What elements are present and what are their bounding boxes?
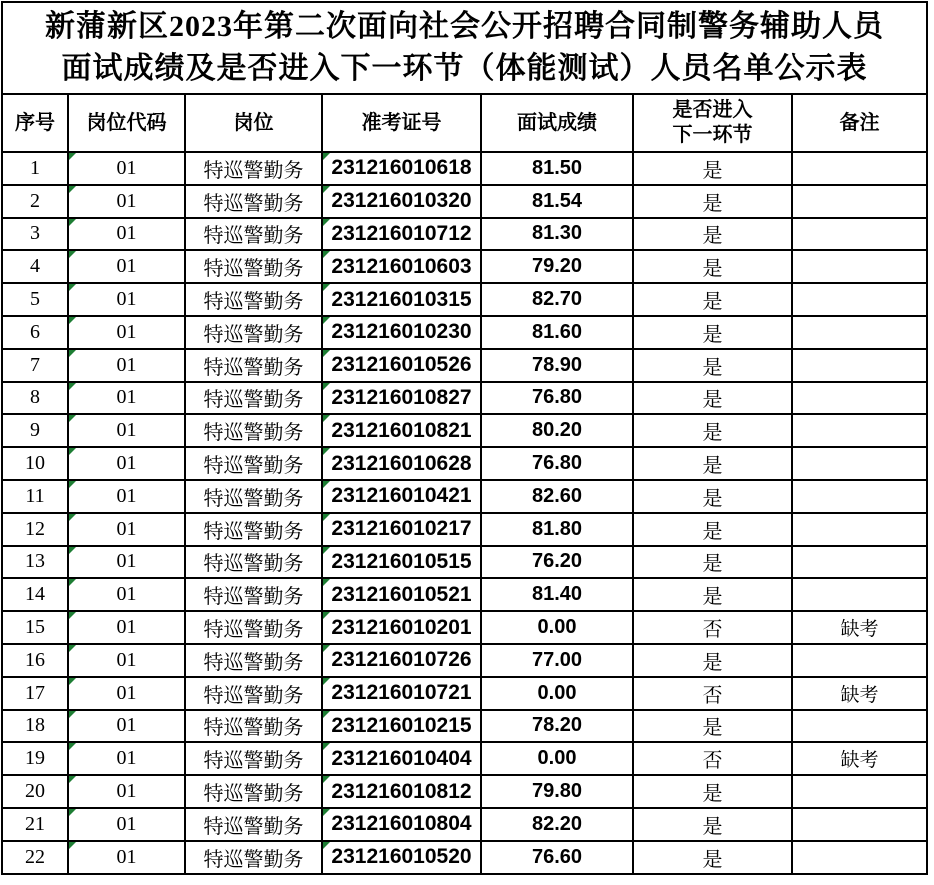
cell-remark bbox=[792, 349, 927, 382]
cell-exam-id bbox=[322, 316, 481, 349]
stored-as-text-flag-icon bbox=[323, 219, 330, 226]
cell-remark bbox=[792, 644, 927, 677]
stored-as-text-flag-icon bbox=[323, 743, 330, 750]
cell-advance: 是 bbox=[633, 414, 792, 447]
cell-exam-id bbox=[322, 841, 481, 874]
cell-advance: 是 bbox=[633, 316, 792, 349]
cell-remark bbox=[792, 513, 927, 546]
cell-remark: 缺考 bbox=[792, 742, 927, 775]
cell-position-code bbox=[68, 611, 185, 644]
cell-position-code bbox=[68, 250, 185, 283]
title-row bbox=[2, 2, 927, 94]
cell-position-code-value: 01 bbox=[116, 222, 137, 245]
results-table-body bbox=[2, 2, 927, 874]
cell-exam-id bbox=[322, 447, 481, 480]
cell-advance: 是 bbox=[633, 218, 792, 251]
cell-serial: 16 bbox=[2, 644, 68, 677]
stored-as-text-flag-icon bbox=[69, 743, 76, 750]
cell-advance: 否 bbox=[633, 611, 792, 644]
table-row bbox=[2, 480, 927, 513]
cell-score: 78.90 bbox=[481, 349, 633, 382]
table-row bbox=[2, 775, 927, 808]
cell-advance: 是 bbox=[633, 775, 792, 808]
stored-as-text-flag-icon bbox=[323, 383, 330, 390]
stored-as-text-flag-icon bbox=[323, 776, 330, 783]
cell-position-code bbox=[68, 447, 185, 480]
table-row bbox=[2, 808, 927, 841]
stored-as-text-flag-icon bbox=[69, 776, 76, 783]
table-row bbox=[2, 841, 927, 874]
cell-remark: 缺考 bbox=[792, 611, 927, 644]
stored-as-text-flag-icon bbox=[323, 579, 330, 586]
cell-exam-id bbox=[322, 185, 481, 218]
cell-exam-id-value: 231216010201 bbox=[331, 615, 472, 639]
cell-score: 0.00 bbox=[481, 742, 633, 775]
stored-as-text-flag-icon bbox=[323, 186, 330, 193]
cell-position-code bbox=[68, 349, 185, 382]
cell-exam-id bbox=[322, 742, 481, 775]
cell-position: 特巡警勤务 bbox=[185, 546, 322, 579]
cell-position: 特巡警勤务 bbox=[185, 578, 322, 611]
cell-score: 81.40 bbox=[481, 578, 633, 611]
cell-exam-id-value: 231216010618 bbox=[331, 156, 472, 180]
table-row bbox=[2, 447, 927, 480]
cell-position-code-value: 01 bbox=[116, 353, 137, 376]
cell-remark bbox=[792, 152, 927, 185]
cell-position-code bbox=[68, 742, 185, 775]
table-row bbox=[2, 218, 927, 251]
cell-position: 特巡警勤务 bbox=[185, 152, 322, 185]
cell-position: 特巡警勤务 bbox=[185, 513, 322, 546]
cell-score: 82.20 bbox=[481, 808, 633, 841]
cell-position-code-value: 01 bbox=[116, 780, 137, 803]
cell-advance: 是 bbox=[633, 480, 792, 513]
cell-exam-id bbox=[322, 644, 481, 677]
col-header-advance-line2: 下一环节 bbox=[672, 124, 753, 146]
cell-exam-id bbox=[322, 283, 481, 316]
cell-position-code bbox=[68, 677, 185, 710]
cell-position-code bbox=[68, 152, 185, 185]
cell-position: 特巡警勤务 bbox=[185, 808, 322, 841]
cell-score: 76.60 bbox=[481, 841, 633, 874]
cell-serial: 2 bbox=[2, 185, 68, 218]
cell-position-code bbox=[68, 414, 185, 447]
stored-as-text-flag-icon bbox=[323, 645, 330, 652]
cell-exam-id-value: 231216010217 bbox=[331, 517, 472, 541]
cell-position-code bbox=[68, 710, 185, 743]
cell-exam-id-value: 231216010320 bbox=[331, 189, 472, 213]
cell-exam-id bbox=[322, 349, 481, 382]
cell-advance: 是 bbox=[633, 447, 792, 480]
cell-position-code bbox=[68, 283, 185, 316]
cell-position-code-value: 01 bbox=[116, 714, 137, 737]
cell-remark bbox=[792, 808, 927, 841]
cell-exam-id bbox=[322, 546, 481, 579]
cell-advance: 是 bbox=[633, 644, 792, 677]
cell-exam-id-value: 231216010521 bbox=[331, 582, 472, 606]
cell-serial: 22 bbox=[2, 841, 68, 874]
cell-advance: 是 bbox=[633, 283, 792, 316]
table-row bbox=[2, 316, 927, 349]
cell-position: 特巡警勤务 bbox=[185, 414, 322, 447]
stored-as-text-flag-icon bbox=[69, 612, 76, 619]
table-row bbox=[2, 283, 927, 316]
cell-exam-id bbox=[322, 578, 481, 611]
cell-position-code bbox=[68, 644, 185, 677]
cell-position-code bbox=[68, 546, 185, 579]
cell-position-code-value: 01 bbox=[116, 681, 137, 704]
stored-as-text-flag-icon bbox=[69, 514, 76, 521]
cell-serial: 4 bbox=[2, 250, 68, 283]
cell-advance: 否 bbox=[633, 742, 792, 775]
stored-as-text-flag-icon bbox=[69, 317, 76, 324]
cell-exam-id bbox=[322, 414, 481, 447]
col-header-position: 岗位 bbox=[185, 94, 322, 152]
table-row bbox=[2, 513, 927, 546]
cell-position-code-value: 01 bbox=[116, 386, 137, 409]
cell-score: 76.80 bbox=[481, 382, 633, 415]
table-row bbox=[2, 349, 927, 382]
cell-score: 76.80 bbox=[481, 447, 633, 480]
col-header-remark: 备注 bbox=[792, 94, 927, 152]
stored-as-text-flag-icon bbox=[323, 678, 330, 685]
cell-score: 82.70 bbox=[481, 283, 633, 316]
cell-exam-id-value: 231216010230 bbox=[331, 320, 472, 344]
cell-score: 81.60 bbox=[481, 316, 633, 349]
cell-position-code-value: 01 bbox=[116, 648, 137, 671]
cell-serial: 5 bbox=[2, 283, 68, 316]
cell-remark: 缺考 bbox=[792, 677, 927, 710]
cell-exam-id bbox=[322, 611, 481, 644]
cell-score: 77.00 bbox=[481, 644, 633, 677]
cell-advance: 否 bbox=[633, 677, 792, 710]
cell-advance: 是 bbox=[633, 185, 792, 218]
cell-serial: 9 bbox=[2, 414, 68, 447]
cell-position-code-value: 01 bbox=[116, 812, 137, 835]
cell-position-code-value: 01 bbox=[116, 452, 137, 475]
table-row bbox=[2, 578, 927, 611]
table-row bbox=[2, 382, 927, 415]
cell-exam-id bbox=[322, 677, 481, 710]
cell-exam-id-value: 231216010628 bbox=[331, 451, 472, 475]
cell-remark bbox=[792, 218, 927, 251]
cell-remark bbox=[792, 480, 927, 513]
cell-remark bbox=[792, 382, 927, 415]
cell-score: 0.00 bbox=[481, 677, 633, 710]
stored-as-text-flag-icon bbox=[69, 350, 76, 357]
cell-serial: 12 bbox=[2, 513, 68, 546]
cell-position-code-value: 01 bbox=[116, 484, 137, 507]
cell-position-code-value: 01 bbox=[116, 320, 137, 343]
stored-as-text-flag-icon bbox=[69, 383, 76, 390]
cell-exam-id bbox=[322, 513, 481, 546]
stored-as-text-flag-icon bbox=[323, 284, 330, 291]
cell-exam-id-value: 231216010215 bbox=[331, 713, 472, 737]
cell-advance: 是 bbox=[633, 808, 792, 841]
cell-score: 81.30 bbox=[481, 218, 633, 251]
cell-advance: 是 bbox=[633, 349, 792, 382]
cell-position-code-value: 01 bbox=[116, 845, 137, 868]
stored-as-text-flag-icon bbox=[323, 547, 330, 554]
cell-advance: 是 bbox=[633, 578, 792, 611]
cell-remark bbox=[792, 414, 927, 447]
cell-exam-id bbox=[322, 382, 481, 415]
cell-serial: 7 bbox=[2, 349, 68, 382]
stored-as-text-flag-icon bbox=[323, 612, 330, 619]
cell-position-code-value: 01 bbox=[116, 255, 137, 278]
stored-as-text-flag-icon bbox=[69, 809, 76, 816]
page-title-line2: 面试成绩及是否进入下一环节（体能测试）人员名单公示表 bbox=[61, 52, 868, 85]
cell-position: 特巡警勤务 bbox=[185, 447, 322, 480]
cell-position: 特巡警勤务 bbox=[185, 742, 322, 775]
stored-as-text-flag-icon bbox=[69, 448, 76, 455]
cell-remark bbox=[792, 250, 927, 283]
cell-position: 特巡警勤务 bbox=[185, 283, 322, 316]
table-row bbox=[2, 414, 927, 447]
cell-remark bbox=[792, 447, 927, 480]
cell-exam-id-value: 231216010404 bbox=[331, 746, 472, 770]
cell-position: 特巡警勤务 bbox=[185, 677, 322, 710]
cell-serial: 17 bbox=[2, 677, 68, 710]
table-row bbox=[2, 710, 927, 743]
cell-advance: 是 bbox=[633, 513, 792, 546]
cell-advance: 是 bbox=[633, 546, 792, 579]
stored-as-text-flag-icon bbox=[323, 153, 330, 160]
stored-as-text-flag-icon bbox=[69, 251, 76, 258]
cell-exam-id-value: 231216010726 bbox=[331, 648, 472, 672]
cell-position-code-value: 01 bbox=[116, 616, 137, 639]
cell-exam-id bbox=[322, 250, 481, 283]
cell-serial: 21 bbox=[2, 808, 68, 841]
cell-position-code-value: 01 bbox=[116, 419, 137, 442]
stored-as-text-flag-icon bbox=[323, 514, 330, 521]
table-row bbox=[2, 742, 927, 775]
cell-exam-id-value: 231216010526 bbox=[331, 353, 472, 377]
cell-exam-id-value: 231216010804 bbox=[331, 812, 472, 836]
cell-position-code-value: 01 bbox=[116, 156, 137, 179]
stored-as-text-flag-icon bbox=[323, 481, 330, 488]
cell-position: 特巡警勤务 bbox=[185, 480, 322, 513]
stored-as-text-flag-icon bbox=[69, 547, 76, 554]
stored-as-text-flag-icon bbox=[323, 448, 330, 455]
cell-position: 特巡警勤务 bbox=[185, 349, 322, 382]
stored-as-text-flag-icon bbox=[323, 251, 330, 258]
cell-position-code-value: 01 bbox=[116, 517, 137, 540]
stored-as-text-flag-icon bbox=[69, 284, 76, 291]
cell-serial: 8 bbox=[2, 382, 68, 415]
cell-score: 0.00 bbox=[481, 611, 633, 644]
stored-as-text-flag-icon bbox=[323, 317, 330, 324]
col-header-position-code: 岗位代码 bbox=[68, 94, 185, 152]
results-table bbox=[1, 1, 928, 875]
cell-advance: 是 bbox=[633, 382, 792, 415]
cell-serial: 10 bbox=[2, 447, 68, 480]
table-row bbox=[2, 250, 927, 283]
cell-remark bbox=[792, 316, 927, 349]
cell-serial: 14 bbox=[2, 578, 68, 611]
cell-advance: 是 bbox=[633, 152, 792, 185]
cell-remark bbox=[792, 578, 927, 611]
col-header-score: 面试成绩 bbox=[481, 94, 633, 152]
cell-remark bbox=[792, 710, 927, 743]
cell-score: 79.20 bbox=[481, 250, 633, 283]
cell-exam-id-value: 231216010712 bbox=[331, 221, 472, 245]
cell-position-code-value: 01 bbox=[116, 550, 137, 573]
cell-position-code-value: 01 bbox=[116, 189, 137, 212]
cell-position-code-value: 01 bbox=[116, 583, 137, 606]
cell-exam-id-value: 231216010520 bbox=[331, 845, 472, 869]
stored-as-text-flag-icon bbox=[69, 153, 76, 160]
stored-as-text-flag-icon bbox=[323, 809, 330, 816]
stored-as-text-flag-icon bbox=[69, 579, 76, 586]
cell-exam-id-value: 231216010721 bbox=[331, 681, 472, 705]
table-header-row bbox=[2, 94, 927, 152]
table-row bbox=[2, 644, 927, 677]
cell-position-code-value: 01 bbox=[116, 288, 137, 311]
cell-exam-id bbox=[322, 152, 481, 185]
cell-position-code bbox=[68, 480, 185, 513]
cell-position: 特巡警勤务 bbox=[185, 250, 322, 283]
cell-serial: 13 bbox=[2, 546, 68, 579]
cell-position: 特巡警勤务 bbox=[185, 382, 322, 415]
cell-position: 特巡警勤务 bbox=[185, 218, 322, 251]
stored-as-text-flag-icon bbox=[69, 842, 76, 849]
page-title-line1: 新蒲新区2023年第二次面向社会公开招聘合同制警务辅助人员 bbox=[45, 10, 884, 43]
cell-position-code bbox=[68, 578, 185, 611]
cell-position-code bbox=[68, 218, 185, 251]
cell-exam-id bbox=[322, 775, 481, 808]
cell-remark bbox=[792, 775, 927, 808]
cell-score: 82.60 bbox=[481, 480, 633, 513]
cell-serial: 3 bbox=[2, 218, 68, 251]
cell-serial: 19 bbox=[2, 742, 68, 775]
stored-as-text-flag-icon bbox=[69, 645, 76, 652]
table-row bbox=[2, 185, 927, 218]
cell-position-code-value: 01 bbox=[116, 747, 137, 770]
stored-as-text-flag-icon bbox=[323, 711, 330, 718]
cell-score: 81.80 bbox=[481, 513, 633, 546]
table-row bbox=[2, 677, 927, 710]
stored-as-text-flag-icon bbox=[69, 186, 76, 193]
cell-position: 特巡警勤务 bbox=[185, 775, 322, 808]
cell-exam-id-value: 231216010515 bbox=[331, 549, 472, 573]
cell-exam-id bbox=[322, 480, 481, 513]
cell-score: 79.80 bbox=[481, 775, 633, 808]
cell-position: 特巡警勤务 bbox=[185, 185, 322, 218]
cell-exam-id-value: 231216010827 bbox=[331, 385, 472, 409]
col-header-advance bbox=[633, 94, 792, 152]
stored-as-text-flag-icon bbox=[69, 711, 76, 718]
cell-remark bbox=[792, 185, 927, 218]
cell-position: 特巡警勤务 bbox=[185, 644, 322, 677]
cell-position-code bbox=[68, 316, 185, 349]
cell-position-code bbox=[68, 808, 185, 841]
stored-as-text-flag-icon bbox=[69, 481, 76, 488]
cell-position: 特巡警勤务 bbox=[185, 316, 322, 349]
cell-score: 76.20 bbox=[481, 546, 633, 579]
cell-position-code bbox=[68, 841, 185, 874]
cell-serial: 1 bbox=[2, 152, 68, 185]
cell-serial: 15 bbox=[2, 611, 68, 644]
cell-exam-id bbox=[322, 808, 481, 841]
cell-remark bbox=[792, 546, 927, 579]
cell-advance: 是 bbox=[633, 710, 792, 743]
cell-advance: 是 bbox=[633, 250, 792, 283]
cell-exam-id-value: 231216010421 bbox=[331, 484, 472, 508]
cell-position-code bbox=[68, 775, 185, 808]
cell-serial: 6 bbox=[2, 316, 68, 349]
cell-position-code bbox=[68, 382, 185, 415]
cell-score: 78.20 bbox=[481, 710, 633, 743]
cell-serial: 20 bbox=[2, 775, 68, 808]
cell-score: 81.50 bbox=[481, 152, 633, 185]
cell-exam-id bbox=[322, 218, 481, 251]
stored-as-text-flag-icon bbox=[323, 842, 330, 849]
cell-exam-id bbox=[322, 710, 481, 743]
stored-as-text-flag-icon bbox=[69, 678, 76, 685]
cell-exam-id-value: 231216010315 bbox=[331, 287, 472, 311]
stored-as-text-flag-icon bbox=[69, 219, 76, 226]
table-row bbox=[2, 611, 927, 644]
col-header-serial: 序号 bbox=[2, 94, 68, 152]
cell-score: 80.20 bbox=[481, 414, 633, 447]
table-row bbox=[2, 152, 927, 185]
cell-position-code bbox=[68, 185, 185, 218]
cell-remark bbox=[792, 283, 927, 316]
cell-position: 特巡警勤务 bbox=[185, 841, 322, 874]
cell-serial: 18 bbox=[2, 710, 68, 743]
cell-position-code bbox=[68, 513, 185, 546]
table-row bbox=[2, 546, 927, 579]
cell-remark bbox=[792, 841, 927, 874]
col-header-exam-id: 准考证号 bbox=[322, 94, 481, 152]
cell-score: 81.54 bbox=[481, 185, 633, 218]
cell-position: 特巡警勤务 bbox=[185, 710, 322, 743]
page-title bbox=[2, 2, 927, 94]
cell-exam-id-value: 231216010821 bbox=[331, 418, 472, 442]
cell-position: 特巡警勤务 bbox=[185, 611, 322, 644]
col-header-advance-line1: 是否进入 bbox=[672, 99, 753, 121]
cell-exam-id-value: 231216010603 bbox=[331, 254, 472, 278]
cell-advance: 是 bbox=[633, 841, 792, 874]
stored-as-text-flag-icon bbox=[323, 350, 330, 357]
cell-exam-id-value: 231216010812 bbox=[331, 779, 472, 803]
stored-as-text-flag-icon bbox=[69, 415, 76, 422]
cell-serial: 11 bbox=[2, 480, 68, 513]
stored-as-text-flag-icon bbox=[323, 415, 330, 422]
